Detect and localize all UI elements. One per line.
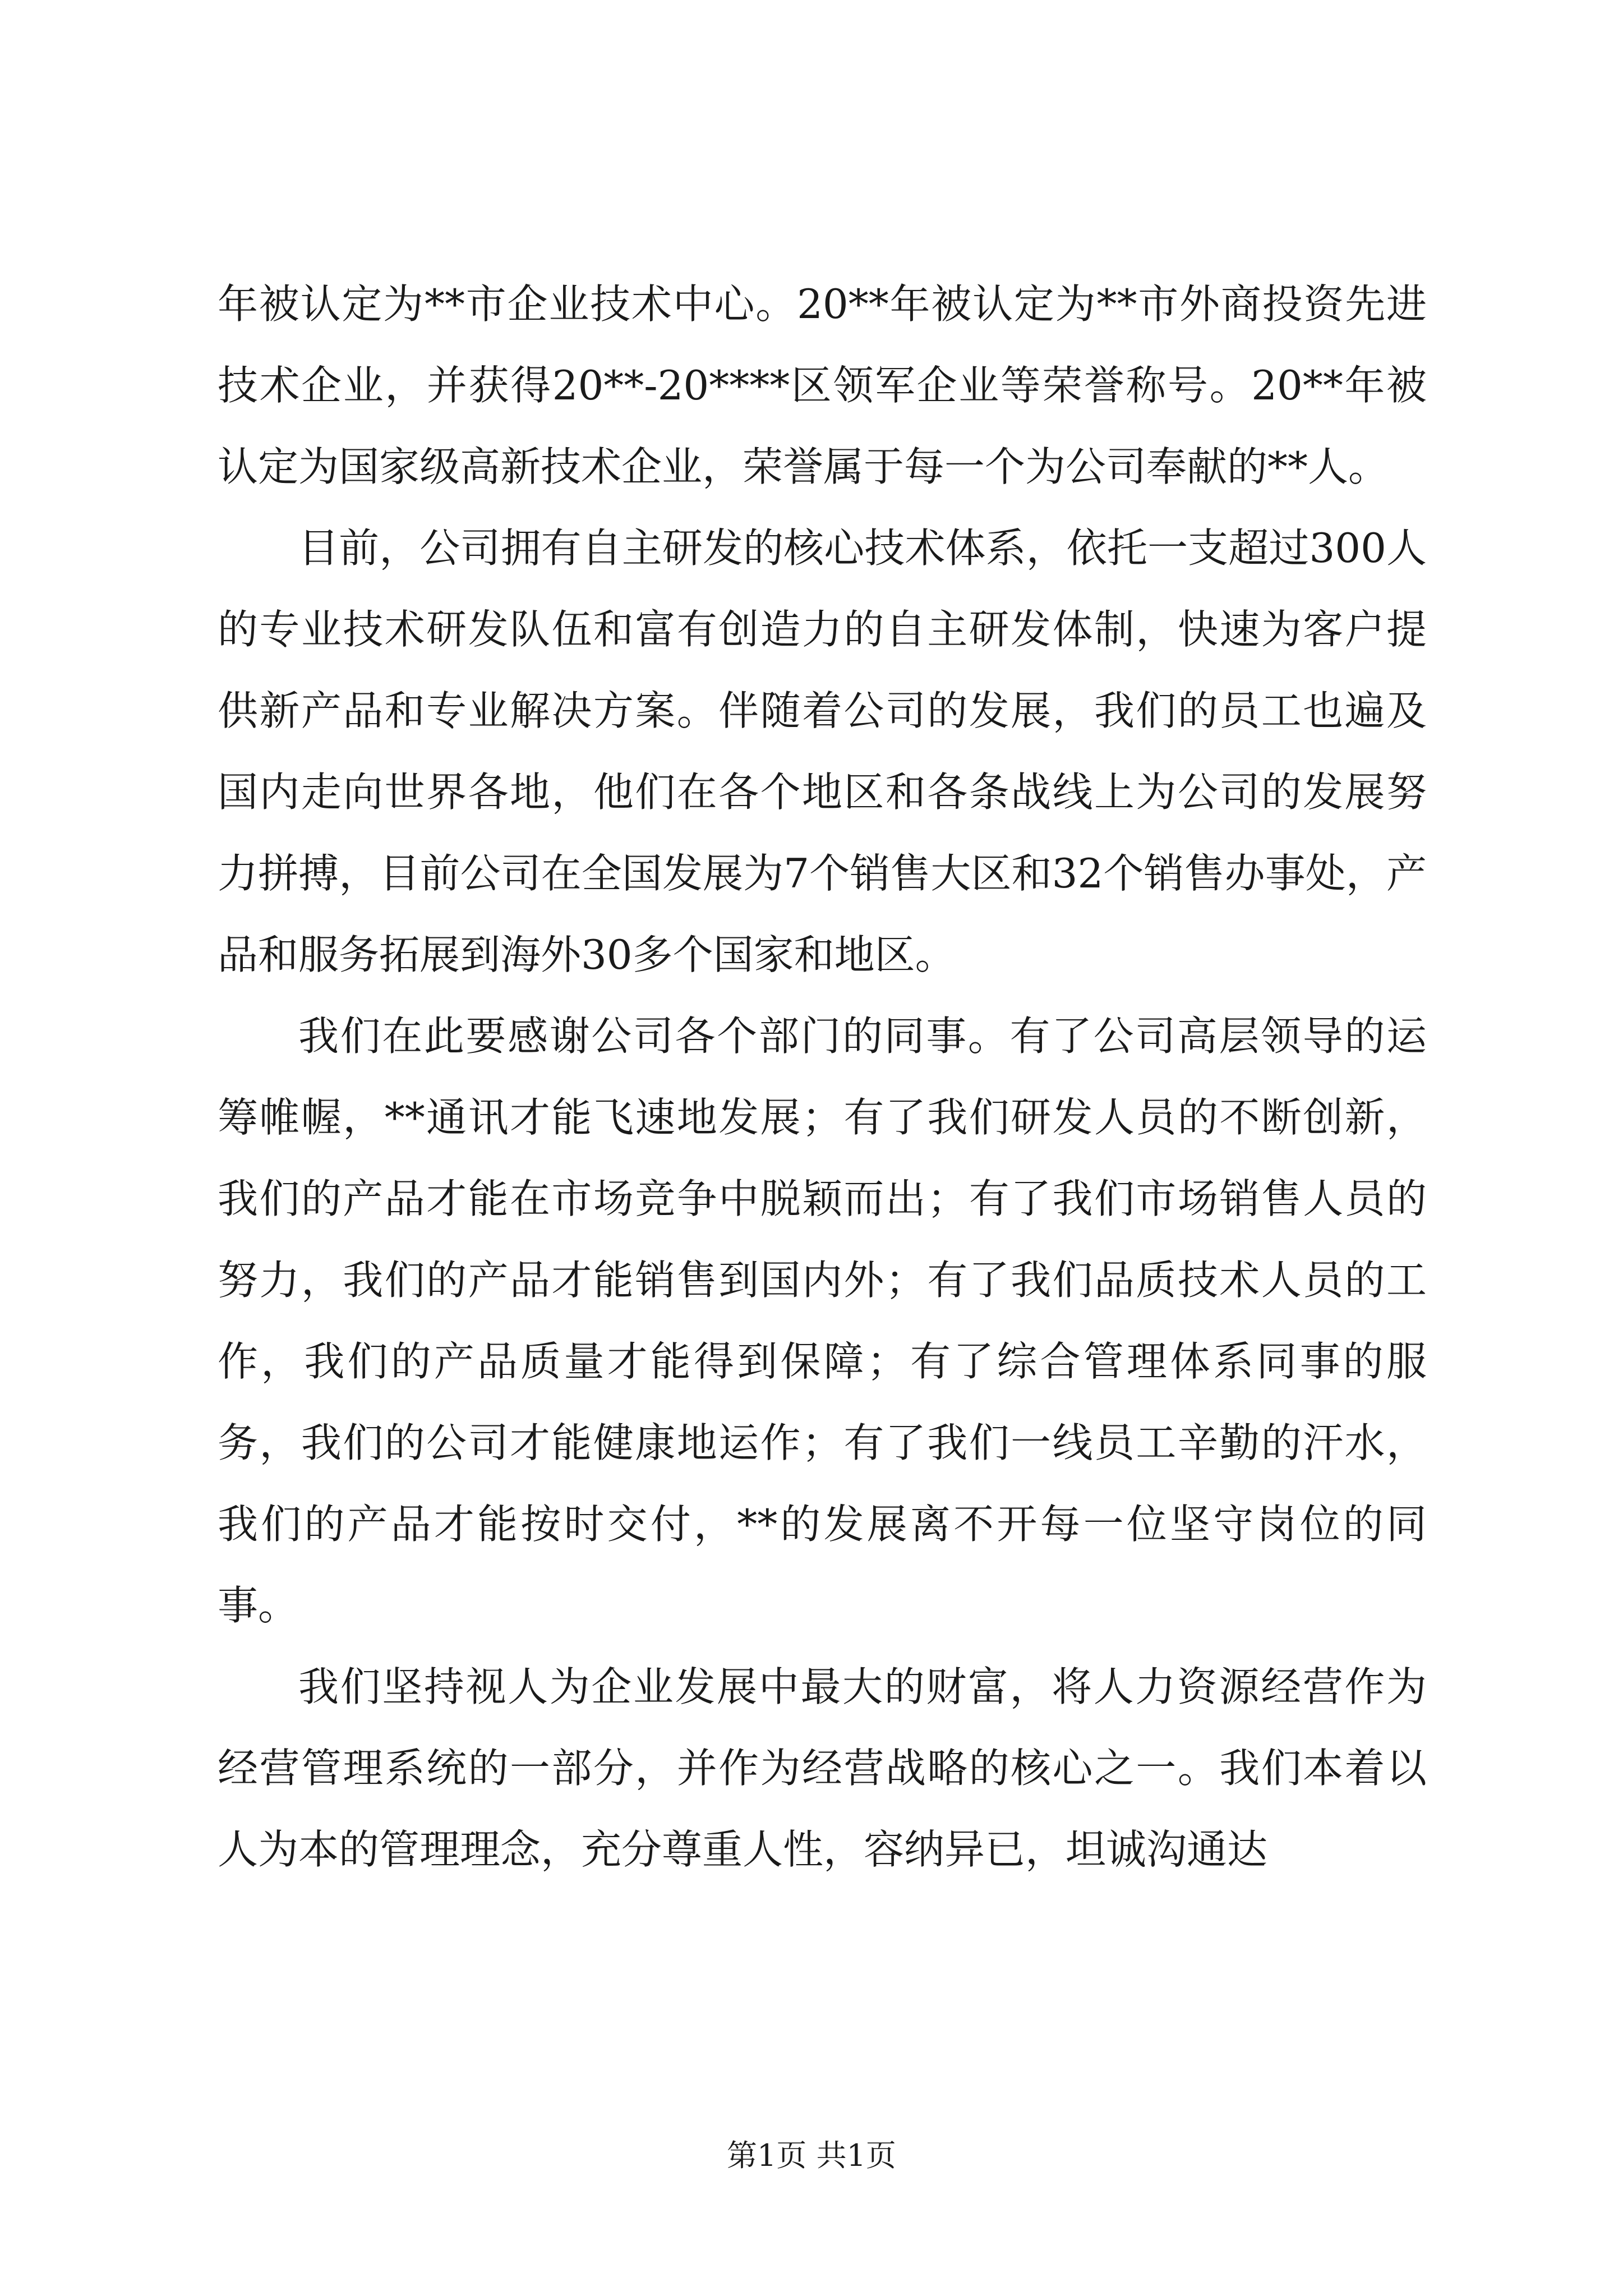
paragraph-1: 年被认定为**市企业技术中心。20**年被认定为**市外商投资先进技术企业，并获得20**-20****区领军企业等荣誉称号。20**年被认定为国家级高新技术企业，荣誉属于每一个为公司奉献的**人。 (218, 280, 1427, 490)
paragraph-2: 目前，公司拥有自主研发的核心技术体系，依托一支超过300人的专业技术研发队伍和富有创造力的自主研发体制，快速为客户提供新产品和专业解决方案。伴随着公司的发展，我们的员工也遍及国内走向世界各地，他们在各个地区和各条战线上为公司的发展努力拼搏，目前公司在全国发展为7个销售大区和32个销售办事处，产品和服务拓展到海外30多个国家和地区。 (218, 524, 1427, 978)
paragraph-4: 我们坚持视人为企业发展中最大的财富，将人力资源经营作为经营管理系统的一部分，并作为经营战略的核心之一。我们本着以人为本的管理理念，充分尊重人性，容纳异已，坦诚沟通达 (218, 1663, 1427, 1873)
paragraph-3: 我们在此要感谢公司各个部门的同事。有了公司高层领导的运筹帷幄，**通讯才能飞速地发展；有了我们研发人员的不断创新，我们的产品才能在市场竞争中脱颖而出；有了我们市场销售人员的努力，我们的产品才能销售到国内外；有了我们品质技术人员的工作，我们的产品质量才能得到保障；有了综合管理体系同事的服务，我们的公司才能健康地运作；有了我们一线员工辛勤的汗水，我们的产品才能按时交付，**的发展离不开每一位坚守岗位的同事。 (218, 1013, 1427, 1629)
page-footer: 第1页 共1页 (727, 2138, 896, 2173)
document-body (218, 264, 1427, 1890)
